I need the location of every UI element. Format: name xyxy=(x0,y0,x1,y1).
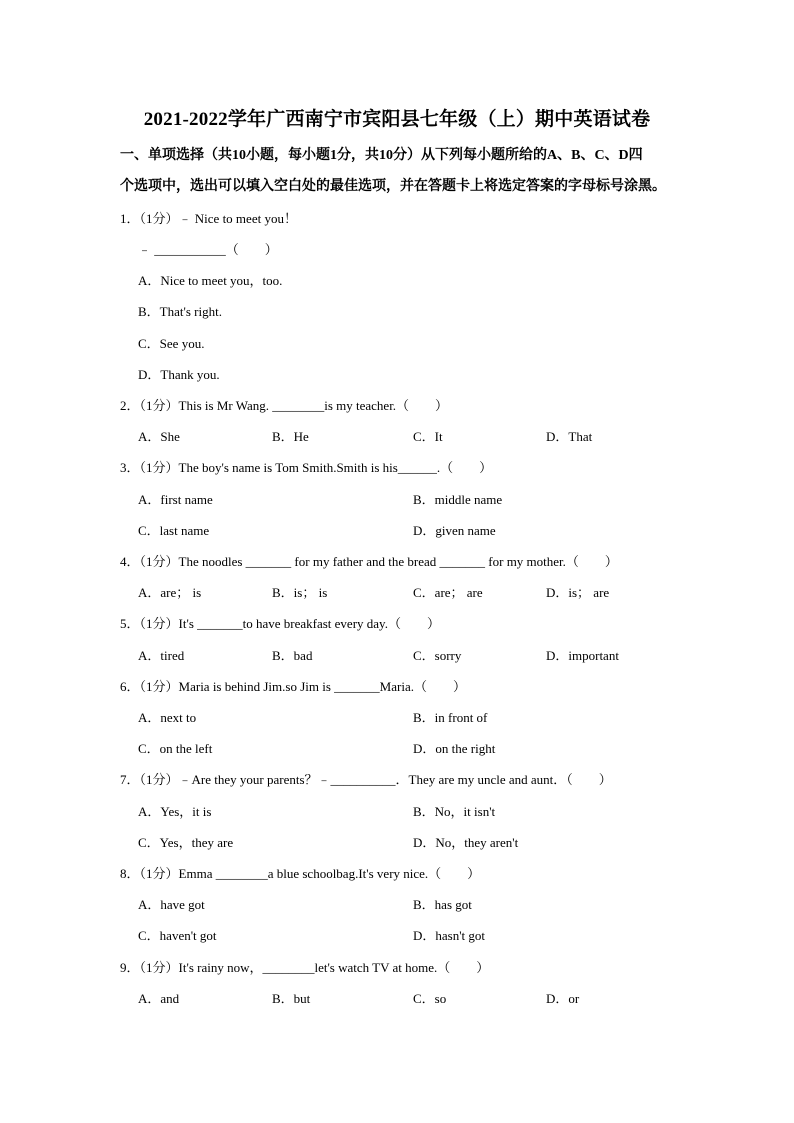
question-5-option-c: C．sorry xyxy=(413,648,462,663)
question-score: （1分） xyxy=(139,211,179,226)
question-number: 9． xyxy=(120,960,140,975)
question-1-option-b: B．That's right. xyxy=(138,304,222,319)
question-2-option-c: C．It xyxy=(413,429,443,444)
question-score: （1分） xyxy=(139,772,179,787)
question-8-option-d: D．hasn't got xyxy=(413,928,486,943)
question-6-option-b: B．in front of xyxy=(413,710,488,725)
question-9-option-c: C．so xyxy=(413,991,447,1006)
question-3-option-a: A．first name xyxy=(138,492,213,507)
question-3 xyxy=(120,457,492,476)
question-7-option-a: A．Yes，it is xyxy=(138,804,212,819)
question-2-option-b: B．He xyxy=(272,429,309,444)
question-text: ﹣Are they your parents？﹣__________．They are my uncle and aunt．（ ） xyxy=(178,772,612,787)
question-7-option-c: C．Yes，they are xyxy=(138,835,234,850)
question-2 xyxy=(120,395,448,414)
question-1-option-d: D．Thank you. xyxy=(138,367,220,382)
question-1-option-c: C．See you. xyxy=(138,336,205,351)
question-7-option-d: D．No，they aren't xyxy=(413,835,519,850)
question-number: 4． xyxy=(120,554,140,569)
question-number: 1． xyxy=(120,211,140,226)
question-2-option-d: D．That xyxy=(546,429,593,444)
question-6-option-a: A．next to xyxy=(138,710,197,725)
question-5-option-a: A．tired xyxy=(138,648,185,663)
question-9-option-b: B．but xyxy=(272,991,311,1006)
question-score: （1分） xyxy=(139,554,179,569)
question-score: （1分） xyxy=(139,398,179,413)
question-3-option-b: B．middle name xyxy=(413,492,503,507)
question-number: 6． xyxy=(120,679,140,694)
section-heading xyxy=(120,140,680,202)
question-3-option-c: C．last name xyxy=(138,523,210,538)
question-score: （1分） xyxy=(139,679,179,694)
question-text: ﹣ Nice to meet you！ xyxy=(178,211,297,226)
question-9-option-a: A．and xyxy=(138,991,180,1006)
question-4-option-a: A．are； is xyxy=(138,585,202,600)
question-score: （1分） xyxy=(139,616,179,631)
question-1-option-a: A．Nice to meet you，too. xyxy=(138,273,283,288)
question-2-option-a: A．She xyxy=(138,429,180,444)
question-4 xyxy=(120,551,618,570)
question-4-option-c: C．are； are xyxy=(413,585,483,600)
question-9 xyxy=(120,957,489,976)
question-6 xyxy=(120,676,466,695)
section-heading-line-1: 一、单项选择（共10小题，每小题1分，共10分）从下列每小题所给的A、B、C、D四 xyxy=(120,148,643,163)
question-score: （1分） xyxy=(139,866,179,881)
question-8-option-c: C．haven't got xyxy=(138,928,217,943)
question-6-option-d: D．on the right xyxy=(413,741,496,756)
question-1 xyxy=(120,208,297,227)
question-5-option-d: D．important xyxy=(546,648,619,663)
question-6-option-c: C．on the left xyxy=(138,741,213,756)
page-title: 2021-2022学年广西南宁市宾阳县七年级（上）期中英语试卷 xyxy=(143,109,651,130)
question-8-option-a: A．have got xyxy=(138,897,205,912)
question-number: 7． xyxy=(120,772,140,787)
question-7-option-b: B．No，it isn't xyxy=(413,804,496,819)
question-text: It's rainy now，________let's watch TV at home.（ ） xyxy=(178,960,490,975)
question-3-option-d: D．given name xyxy=(413,523,496,538)
question-5 xyxy=(120,613,440,632)
question-8 xyxy=(120,863,480,882)
question-4-option-d: D．is； are xyxy=(546,585,610,600)
question-number: 8． xyxy=(120,866,140,881)
question-text: Maria is behind Jim.so Jim is _______Maria.（ ） xyxy=(178,679,466,694)
section-heading-line-2: 个选项中，选出可以填入空白处的最佳选项，并在答题卡上将选定答案的字母标号涂黑。 xyxy=(120,179,666,194)
question-1-response-line: ﹣ ___________（ ） xyxy=(138,242,278,257)
question-5-option-b: B．bad xyxy=(272,648,313,663)
question-text: It's _______to have breakfast every day.（ ） xyxy=(178,616,440,631)
question-7 xyxy=(120,769,612,788)
question-number: 2． xyxy=(120,398,140,413)
question-score: （1分） xyxy=(139,460,179,475)
question-number: 3． xyxy=(120,460,140,475)
question-text: The boy's name is Tom Smith.Smith is his______.（ ） xyxy=(178,460,493,475)
question-text: Emma ________a blue schoolbag.It's very nice.（ ） xyxy=(178,866,481,881)
question-text: This is Mr Wang. ________is my teacher.（ ） xyxy=(178,398,449,413)
question-text: The noodles _______ for my father and the bread _______ for my mother.（ ） xyxy=(178,554,618,569)
question-number: 5． xyxy=(120,616,140,631)
question-8-option-b: B．has got xyxy=(413,897,472,912)
question-4-option-b: B．is； is xyxy=(272,585,328,600)
question-score: （1分） xyxy=(139,960,179,975)
question-9-option-d: D．or xyxy=(546,991,580,1006)
